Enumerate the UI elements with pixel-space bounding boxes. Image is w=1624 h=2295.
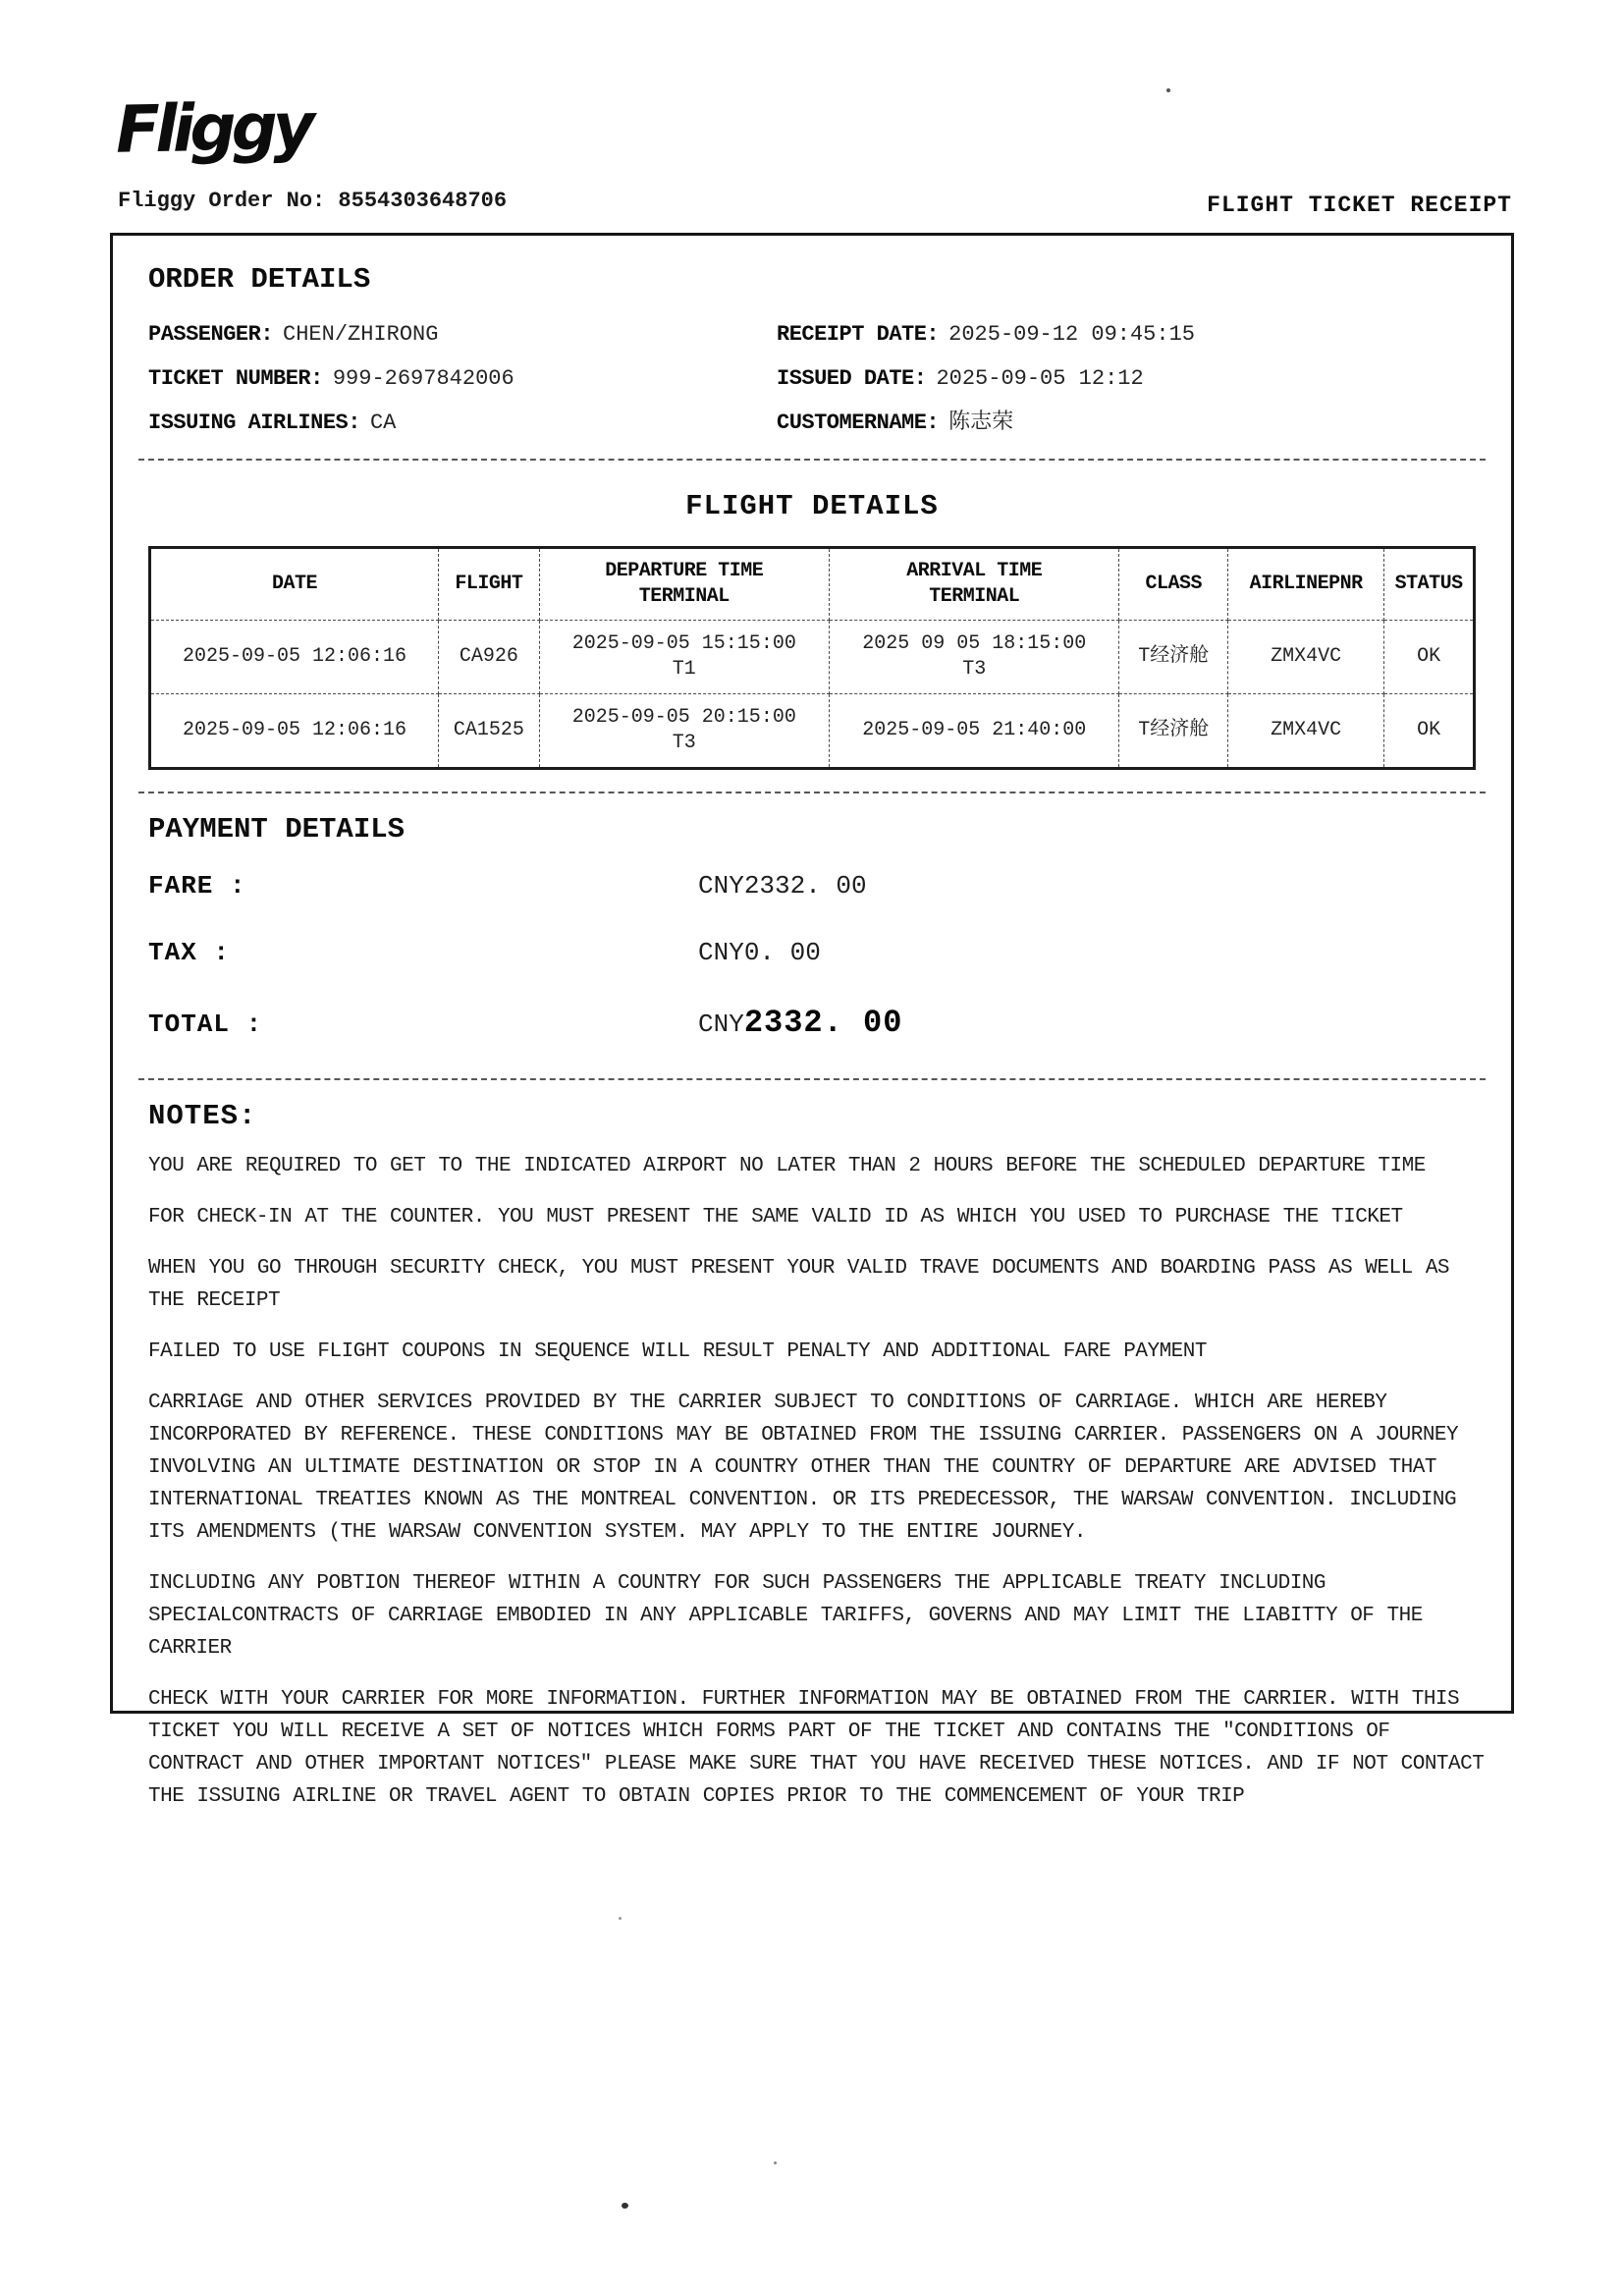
customer-name-label: CUSTOMERNAME: bbox=[777, 410, 940, 435]
flight-1-date: 2025-09-05 12:06:16 bbox=[150, 621, 439, 694]
ticket-number-value: 999-2697842006 bbox=[332, 366, 514, 391]
order-details bbox=[148, 321, 1476, 437]
tax-row bbox=[148, 938, 1476, 967]
col-departure-line1: DEPARTURE TIME bbox=[605, 560, 764, 582]
flight-1-status: OK bbox=[1384, 621, 1475, 694]
note-paragraph-7: CHECK WITH YOUR CARRIER FOR MORE INFORMATION. FURTHER INFORMATION MAY BE OBTAINED FROM THE CARRIER. WITH THIS TICKET YOU WILL RECEIVE A SET OF NOTICES WHICH FORMS PART OF THE TICKET AND CONTAINS THE "CONDITIONS OF CONTRACT AND OTHER IMPORTANT NOTICES" PLEASE MAKE SURE THAT YOU HAVE RECEIVED THESE NOTICES. AND IF NOT CONTACT THE ISSUING AIRLINE OR TRAVEL AGENT TO OBTAIN COPIES PRIOR TO THE COMMENCEMENT OF YOUR TRIP bbox=[148, 1688, 1485, 1808]
note-paragraph-3: WHEN YOU GO THROUGH SECURITY CHECK, YOU MUST PRESENT YOUR VALID TRAVE DOCUMENTS AND BOARDING PASS AS WELL AS THE RECEIPT bbox=[148, 1257, 1450, 1312]
passenger-field bbox=[148, 321, 777, 349]
note-paragraph-1: YOU ARE REQUIRED TO GET TO THE INDICATED AIRPORT NO LATER THAN 2 HOURS BEFORE THE SCHEDULED DEPARTURE TIME bbox=[148, 1155, 1426, 1177]
document-title: FLIGHT TICKET RECEIPT bbox=[1207, 192, 1512, 218]
passenger-label: PASSENGER: bbox=[148, 322, 274, 347]
order-details-right bbox=[777, 321, 1476, 437]
fare-amount: 2332. 00 bbox=[743, 871, 867, 901]
flight-2-pnr: ZMX4VC bbox=[1228, 694, 1384, 769]
flight-2-departure-terminal: T3 bbox=[672, 732, 696, 754]
note-paragraph-2: FOR CHECK-IN AT THE COUNTER. YOU MUST PRESENT THE SAME VALID ID AS WHICH YOU USED TO PURCHASE THE TICKET bbox=[148, 1206, 1403, 1229]
flight-1-arrival-terminal: T3 bbox=[962, 658, 987, 681]
tax-amount: 0. 00 bbox=[743, 938, 821, 967]
separator bbox=[138, 792, 1486, 793]
col-class: CLASS bbox=[1119, 548, 1228, 621]
ticket-number-label: TICKET NUMBER: bbox=[148, 366, 323, 391]
flight-row-2 bbox=[150, 694, 1475, 769]
issuing-airlines-field bbox=[148, 410, 777, 437]
flight-1-departure-time: 2025-09-05 15:15:00 bbox=[571, 632, 796, 655]
flight-table-header-row bbox=[150, 548, 1475, 621]
receipt-frame bbox=[110, 233, 1514, 1808]
flight-row-1 bbox=[150, 621, 1475, 694]
scan-speck bbox=[619, 1917, 622, 1920]
note-paragraph-6: INCLUDING ANY POBTION THEREOF WITHIN A COUNTRY FOR SUCH PASSENGERS THE APPLICABLE TREATY INCLUDING SPECIALCONTRACTS OF CARRIAGE EMBODIED IN ANY APPLICABLE TARIFFS, GOVERNS AND MAY LIMIT THE LIABITTY OF THE CARRIER bbox=[148, 1572, 1423, 1660]
issued-date-label: ISSUED DATE: bbox=[777, 366, 927, 391]
col-arrival-line1: ARRIVAL TIME bbox=[906, 560, 1043, 582]
col-arrival bbox=[830, 548, 1119, 621]
flight-2-arrival-time: 2025-09-05 21:40:00 bbox=[862, 719, 1087, 741]
order-number-line: Fliggy Order No: 8554303648706 bbox=[118, 189, 508, 213]
total-currency: CNY bbox=[698, 1010, 744, 1039]
issued-date-field bbox=[777, 365, 1476, 393]
receipt-date-field bbox=[777, 321, 1476, 349]
payment-details-heading: PAYMENT DETAILS bbox=[148, 813, 406, 846]
flight-1-class: T经济舱 bbox=[1119, 621, 1228, 694]
flight-1-number: CA926 bbox=[439, 621, 540, 694]
flight-2-departure-time: 2025-09-05 20:15:00 bbox=[571, 706, 796, 729]
order-details-heading: ORDER DETAILS bbox=[148, 263, 371, 296]
col-date: DATE bbox=[150, 548, 439, 621]
separator bbox=[138, 1078, 1486, 1080]
flight-1-arrival-time: 2025 09 05 18:15:00 bbox=[862, 632, 1087, 655]
flight-1-arrival bbox=[830, 621, 1119, 694]
issued-date-value: 2025-09-05 12:12 bbox=[936, 366, 1144, 391]
flight-table bbox=[148, 546, 1476, 770]
flight-1-pnr: ZMX4VC bbox=[1228, 621, 1384, 694]
scan-speck bbox=[1166, 88, 1170, 92]
total-row bbox=[148, 1005, 1476, 1041]
total-amount: 2332. 00 bbox=[743, 1005, 903, 1041]
notes-heading: NOTES: bbox=[148, 1100, 257, 1132]
flight-1-departure-terminal: T1 bbox=[672, 658, 696, 681]
customer-name-value: 陈志荣 bbox=[948, 410, 1014, 435]
col-flight: FLIGHT bbox=[439, 548, 540, 621]
receipt-date-label: RECEIPT DATE: bbox=[777, 322, 940, 347]
customer-name-field bbox=[777, 410, 1476, 437]
note-paragraph-4: FAILED TO USE FLIGHT COUPONS IN SEQUENCE WILL RESULT PENALTY AND ADDITIONAL FARE PAYMENT bbox=[148, 1340, 1207, 1363]
flight-details-heading: FLIGHT DETAILS bbox=[685, 490, 939, 522]
scan-speck bbox=[774, 2161, 777, 2164]
flight-2-class: T经济舱 bbox=[1119, 694, 1228, 769]
notes-body bbox=[148, 1150, 1495, 1813]
fare-row bbox=[148, 871, 1476, 901]
separator bbox=[138, 459, 1486, 461]
order-details-left bbox=[148, 321, 777, 437]
flight-2-arrival bbox=[830, 694, 1119, 769]
total-label: TOTAL : bbox=[148, 1010, 263, 1039]
flight-2-date: 2025-09-05 12:06:16 bbox=[150, 694, 439, 769]
ticket-number-field bbox=[148, 365, 777, 393]
flight-2-departure bbox=[539, 694, 829, 769]
issuing-airlines-value: CA bbox=[369, 410, 397, 435]
flight-2-status: OK bbox=[1384, 694, 1475, 769]
col-departure-line2: TERMINAL bbox=[638, 585, 730, 608]
issuing-airlines-label: ISSUING AIRLINES: bbox=[148, 410, 360, 435]
fliggy-logo: Fliggy bbox=[115, 88, 311, 168]
tax-currency: CNY bbox=[698, 938, 744, 967]
scan-speck bbox=[622, 2203, 628, 2209]
flight-2-number: CA1525 bbox=[439, 694, 540, 769]
note-paragraph-5: CARRIAGE AND OTHER SERVICES PROVIDED BY THE CARRIER SUBJECT TO CONDITIONS OF CARRIAGE. WHICH ARE HEREBY INCORPORATED BY REFERENCE. THESE CONDITIONS MAY BE OBTAINED FROM THE ISSUING CARRIER. PASSENGERS ON A JOURNEY INVOLVING AN ULTIMATE DESTINATION OR STOP IN A COUNTRY OTHER THAN THE COUNTRY OF DEPARTURE ARE ADVISED THAT INTERNATIONAL TREATIES KNOWN AS THE MONTREAL CONVENTION. OR ITS PREDECESSOR, THE WARSAW CONVENTION. INCLUDING ITS AMENDMENTS (THE WARSAW CONVENTION SYSTEM. MAY APPLY TO THE ENTIRE JOURNEY. bbox=[148, 1392, 1459, 1544]
col-pnr: AIRLINEPNR bbox=[1228, 548, 1384, 621]
col-status: STATUS bbox=[1384, 548, 1475, 621]
col-departure bbox=[539, 548, 829, 621]
tax-label: TAX : bbox=[148, 938, 231, 967]
passenger-value: CHEN/ZHIRONG bbox=[283, 322, 439, 347]
receipt-date-value: 2025-09-12 09:45:15 bbox=[948, 322, 1195, 347]
col-arrival-line2: TERMINAL bbox=[929, 585, 1020, 608]
fare-label: FARE : bbox=[148, 871, 246, 901]
fare-currency: CNY bbox=[698, 871, 744, 901]
flight-1-departure bbox=[539, 621, 829, 694]
